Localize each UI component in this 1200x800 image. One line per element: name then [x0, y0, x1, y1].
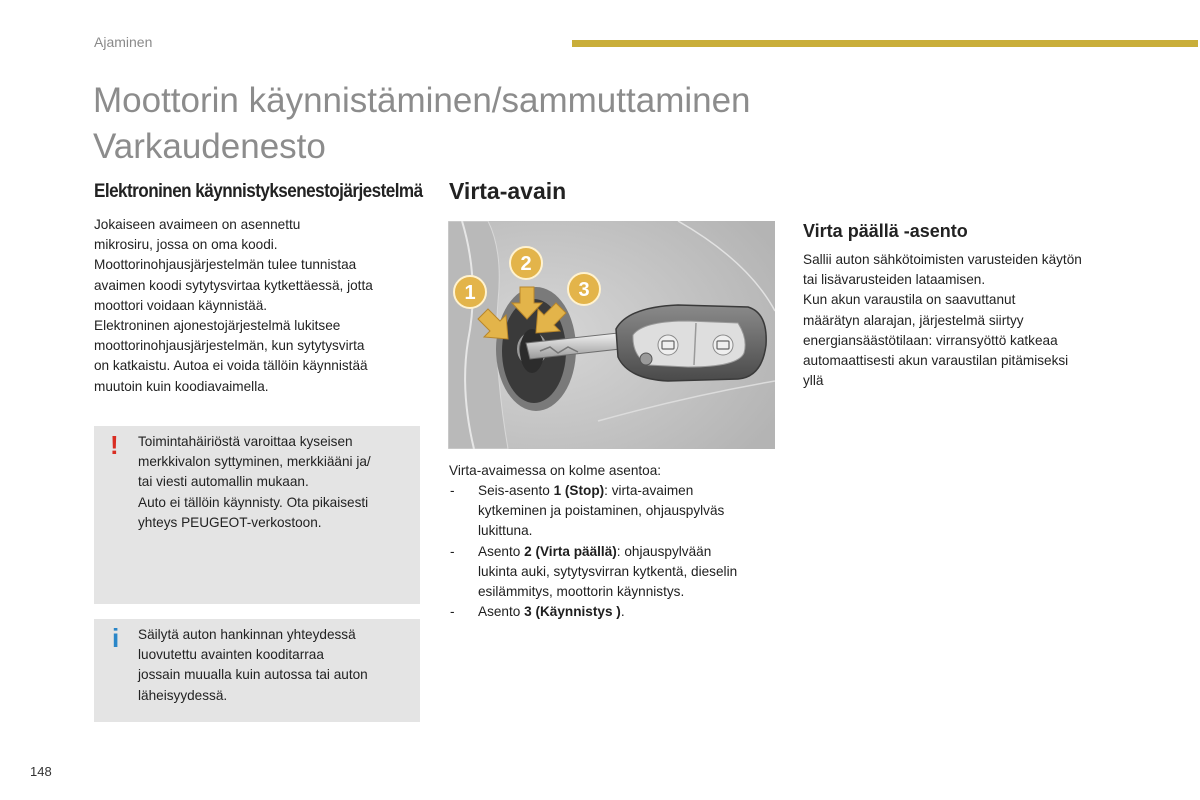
paragraph-line: muutoin kuin koodiavaimella.	[94, 378, 269, 394]
page-title-line2: Varkaudenesto	[93, 127, 326, 166]
item-text: lukittuna.	[478, 523, 533, 539]
paragraph-line: Elektroninen ajonestojärjestelmä lukitsee	[94, 318, 341, 334]
page-title-line1: Moottorin käynnistäminen/sammuttaminen	[93, 81, 751, 120]
info-line: luovutettu avainten kooditarraa	[138, 647, 324, 663]
position-label-3: 3	[578, 279, 590, 301]
warning-line: merkkivalon syttyminen, merkkiääni ja/	[138, 454, 371, 470]
exclamation-icon: !	[110, 430, 119, 460]
info-icon: i	[112, 623, 120, 653]
list-item	[449, 481, 779, 542]
warning-line: Toimintahäiriöstä varoittaa kyseisen	[138, 434, 353, 449]
item-position: 3 (Käynnistys )	[524, 604, 621, 620]
warning-text	[138, 432, 413, 533]
list-dash: -	[450, 604, 455, 620]
paragraph-line: yllä	[803, 373, 824, 389]
info-line: läheisyydessä.	[138, 687, 228, 703]
paragraph-line: automaattisesti akun varaustilan pitämiseksi	[803, 353, 1069, 369]
info-line: jossain muualla kuin autossa tai auton	[138, 667, 368, 683]
paragraph-line: on katkaistu. Autoa ei voida tällöin käynnistää	[94, 358, 368, 374]
key-positions-intro: Virta-avaimessa on kolme asentoa:	[449, 463, 662, 478]
position-label-2: 2	[520, 253, 532, 275]
paragraph-line: Kun akun varaustila on saavuttanut	[803, 292, 1016, 308]
item-text: Seis-asento	[478, 483, 554, 498]
warning-line: yhteys PEUGEOT-verkostoon.	[138, 514, 322, 530]
list-dash: -	[450, 483, 455, 498]
ignition-key-diagram	[448, 221, 775, 449]
item-text: : virta-avaimen	[604, 483, 694, 498]
immobiliser-heading: Elektroninen käynnistyksenestojärjestelmä	[94, 181, 423, 202]
item-position: 1 (Stop)	[553, 483, 605, 498]
list-item	[449, 602, 779, 622]
paragraph-line: avaimen koodi sytytysvirtaa kytkettäessä, jotta	[94, 277, 373, 293]
list-dash: -	[450, 543, 455, 559]
key-positions-list	[449, 481, 779, 622]
paragraph-line: Jokaiseen avaimeen on asennettu	[94, 217, 301, 232]
page-number: 148	[30, 764, 52, 779]
paragraph-line: mikrosiru, jossa on oma koodi.	[94, 237, 278, 253]
paragraph-line: moottori voidaan käynnistää.	[94, 297, 268, 313]
item-text: esilämmitys, moottorin käynnistys.	[478, 584, 685, 600]
ignition-illustration	[448, 221, 775, 449]
ignition-on-heading: Virta päällä -asento	[803, 221, 968, 241]
ignition-on-paragraph	[803, 250, 1133, 391]
item-text: Asento	[478, 543, 525, 559]
paragraph-line: Moottorinohjausjärjestelmän tulee tunnistaa	[94, 257, 357, 273]
info-text	[138, 625, 413, 706]
position-label-1: 1	[464, 282, 476, 304]
warning-line: Auto ei tällöin käynnisty. Ota pikaisesti	[138, 494, 369, 510]
item-text: Asento	[478, 604, 525, 620]
item-text: : ohjauspylvään	[616, 543, 712, 559]
warning-line: tai viesti automallin mukaan.	[138, 474, 309, 490]
paragraph-line: moottorinohjausjärjestelmän, kun sytytysvirta	[94, 338, 365, 354]
paragraph-line: tai lisävarusteiden lataamisen.	[803, 272, 986, 288]
paragraph-line: energiansäästötilaan: virransyöttö katkeaa	[803, 332, 1058, 348]
info-line: Säilytä auton hankinnan yhteydessä	[138, 627, 356, 642]
item-text: kytkeminen ja poistaminen, ohjauspylväs	[478, 503, 725, 519]
header-accent-bar	[572, 40, 1198, 47]
paragraph-line: määrätyn alarajan, järjestelmä siirtyy	[803, 312, 1024, 328]
section-label: Ajaminen	[94, 34, 153, 50]
item-position: 2 (Virta päällä)	[524, 543, 617, 559]
immobiliser-paragraph	[94, 215, 424, 397]
item-text: .	[620, 604, 625, 620]
page-title	[93, 78, 751, 170]
item-text: lukinta auki, sytytysvirran kytkentä, dieselin	[478, 563, 738, 579]
ignition-key-heading: Virta-avain	[449, 178, 567, 204]
paragraph-line: Sallii auton sähkötoimisten varusteiden käytön	[803, 252, 1082, 267]
list-item	[449, 542, 779, 603]
